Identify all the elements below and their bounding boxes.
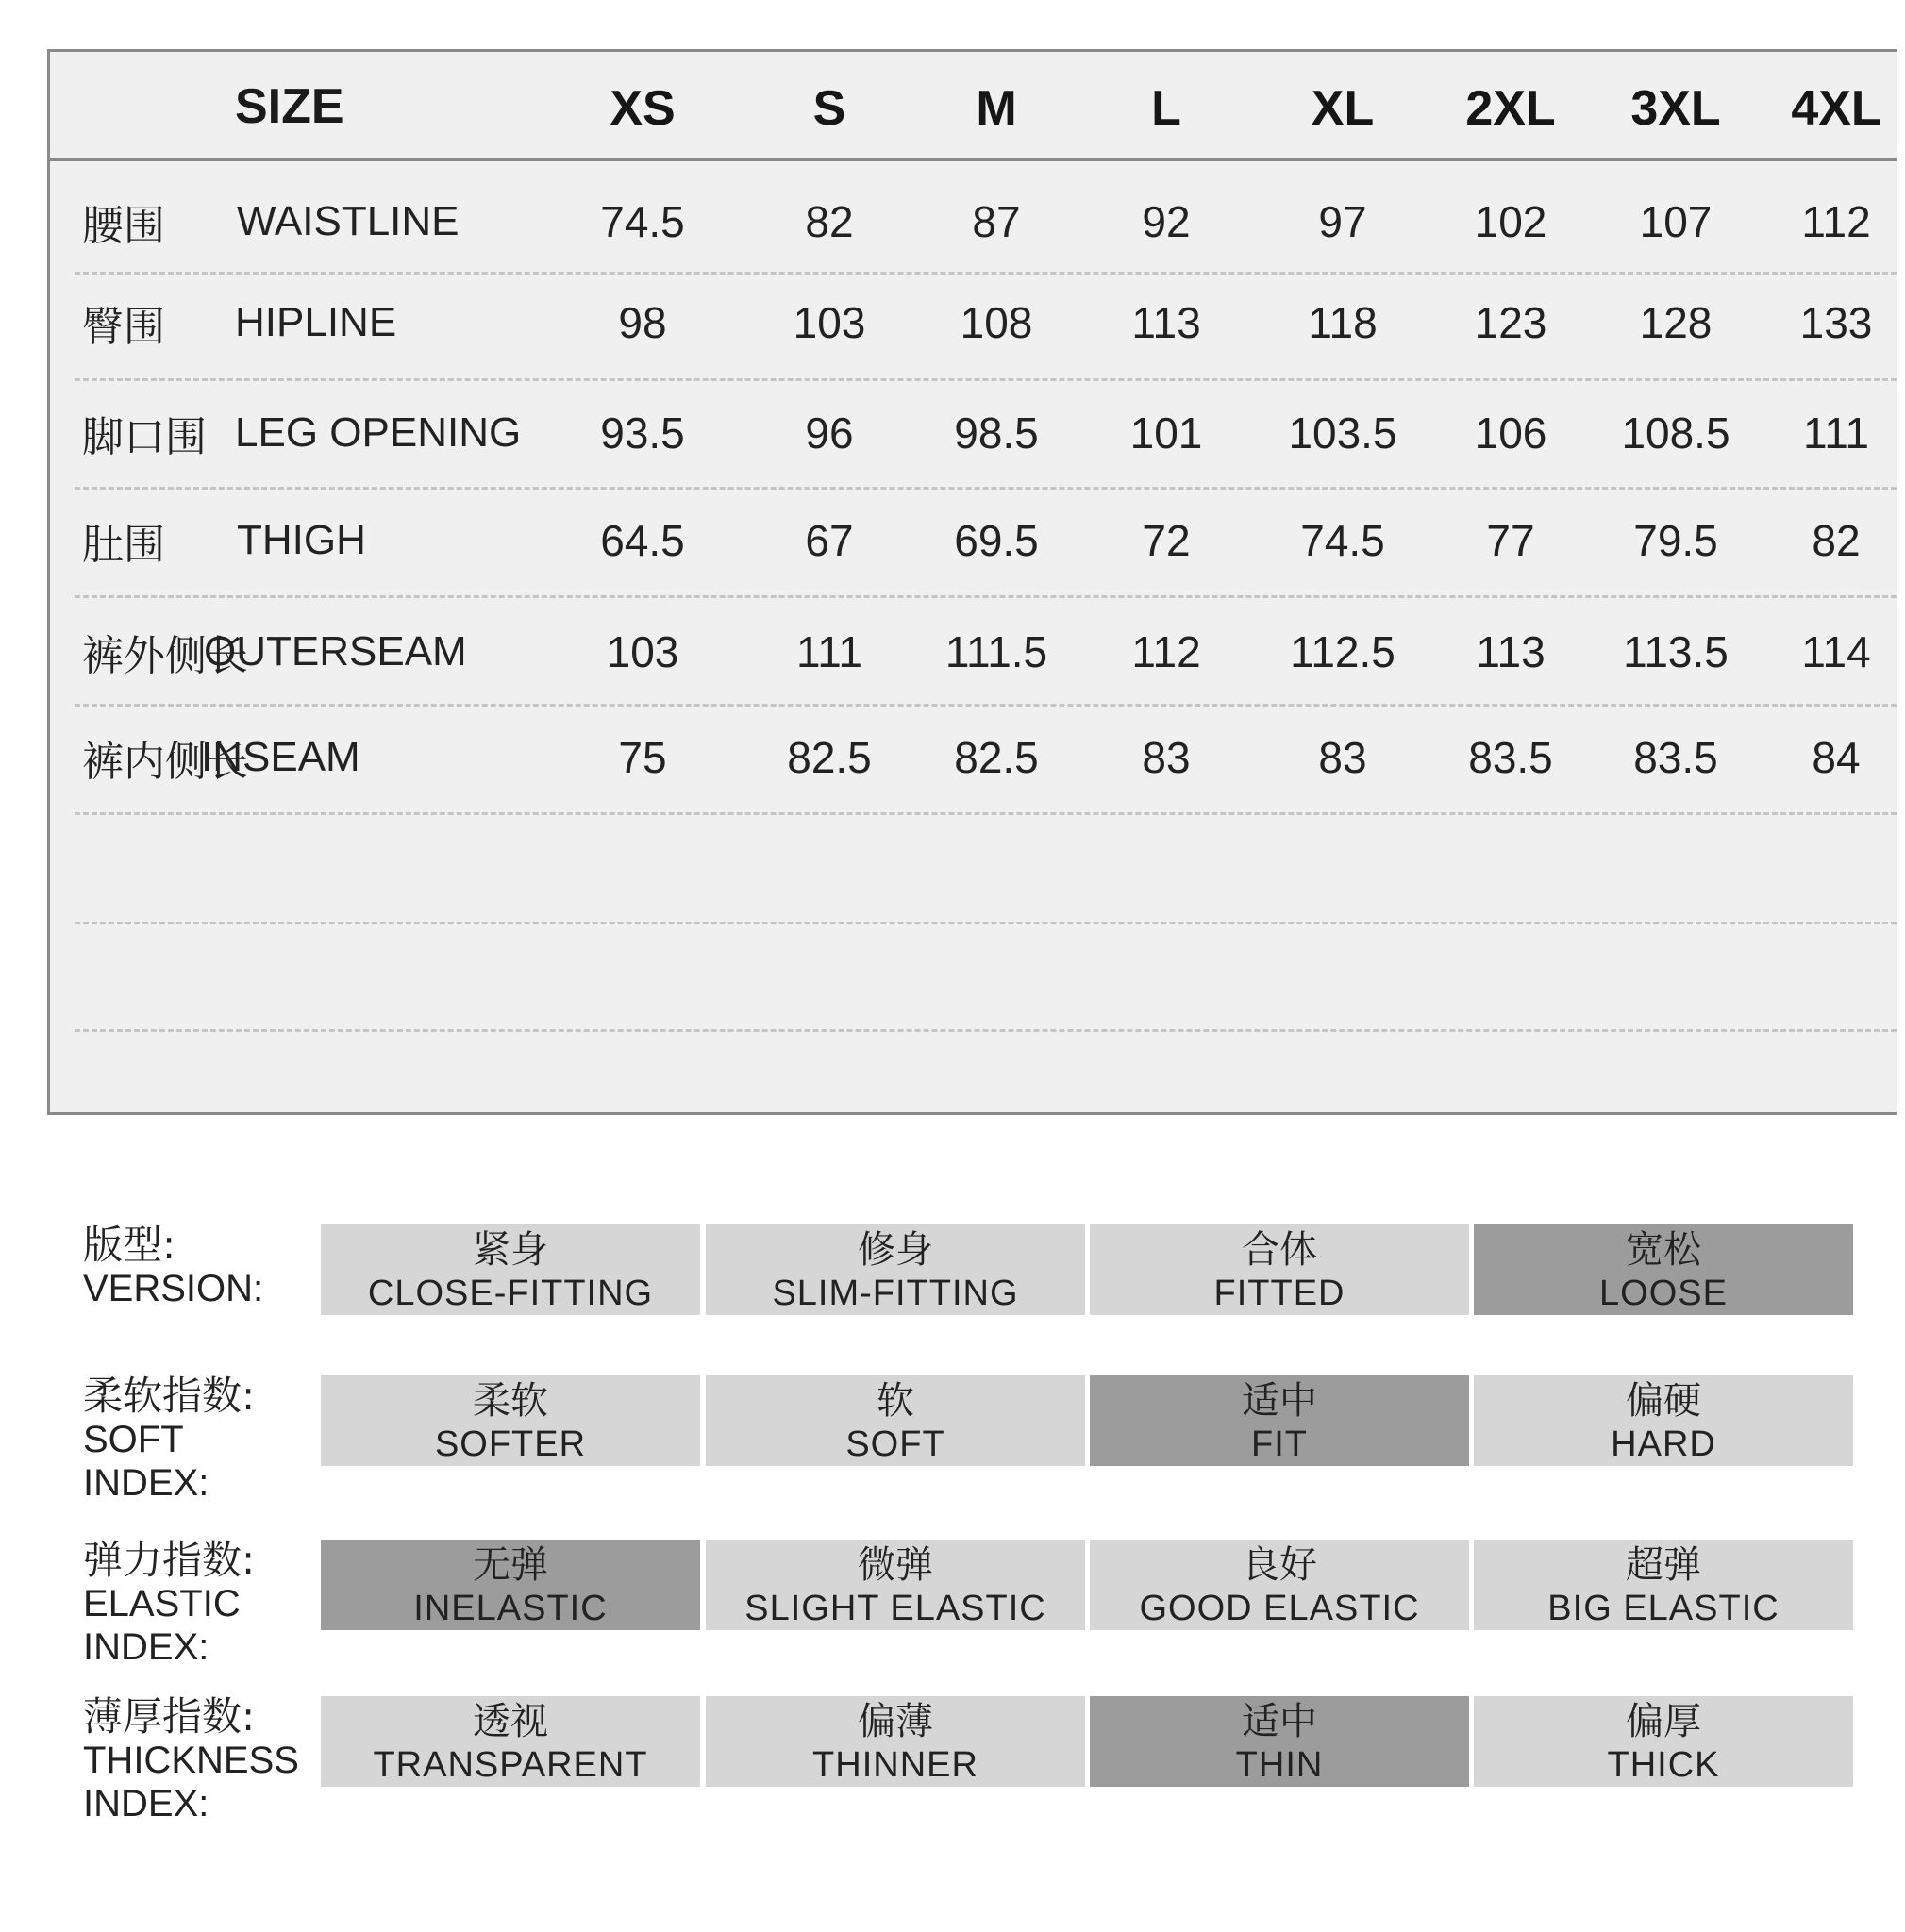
measurement-cell: 107 bbox=[1639, 197, 1713, 246]
attribute-option bbox=[321, 1375, 700, 1466]
measurement-cell: 101 bbox=[1129, 408, 1203, 458]
attribute-label-en: SOFT bbox=[83, 1419, 184, 1460]
measurement-cell: 77 bbox=[1486, 516, 1535, 565]
row-label-en: HIPLINE bbox=[235, 299, 397, 345]
attribute-label bbox=[83, 1695, 299, 1825]
attribute-label-en: INDEX: bbox=[83, 1626, 209, 1668]
measurement-cell: 74.5 bbox=[600, 197, 685, 246]
measurement-cell: 97 bbox=[1318, 197, 1367, 246]
attribute-option bbox=[706, 1224, 1085, 1315]
attribute-option bbox=[706, 1375, 1085, 1466]
measurement-cell: 114 bbox=[1801, 627, 1871, 676]
measurement-cell: 92 bbox=[1142, 197, 1191, 246]
size-column-header: 2XL bbox=[1465, 81, 1556, 136]
row-label-zh: 裤内侧长 bbox=[82, 738, 248, 786]
attribute-option bbox=[1090, 1540, 1469, 1630]
measurement-cell: 64.5 bbox=[600, 516, 685, 565]
attribute-label-en: INDEX: bbox=[83, 1783, 209, 1824]
size-column-header: XL bbox=[1311, 81, 1375, 136]
measurement-cell: 106 bbox=[1474, 408, 1547, 458]
attribute-label-zh: 弹力指数: bbox=[83, 1537, 256, 1583]
measurement-cell: 128 bbox=[1639, 298, 1713, 347]
option-label-zh: 透视 bbox=[473, 1700, 548, 1743]
measurement-cell: 111 bbox=[1803, 408, 1869, 458]
measurement-cell: 113 bbox=[1476, 627, 1546, 676]
measurement-cell: 83 bbox=[1318, 733, 1367, 782]
measurement-cell: 69.5 bbox=[954, 516, 1039, 565]
measurement-cell: 113.5 bbox=[1623, 627, 1729, 676]
attribute-option-selected bbox=[1090, 1696, 1469, 1787]
option-label-en: FIT bbox=[1251, 1424, 1308, 1464]
measurement-cell: 82 bbox=[805, 197, 854, 246]
row-label-zh: 腰围 bbox=[82, 202, 165, 250]
measurement-cell: 111 bbox=[796, 627, 862, 676]
option-label-zh: 柔软 bbox=[473, 1379, 548, 1423]
attribute-label bbox=[83, 1224, 263, 1310]
option-label-en: TRANSPARENT bbox=[373, 1745, 648, 1785]
attribute-label-zh: 柔软指数: bbox=[83, 1373, 256, 1419]
attribute-label-en: ELASTIC bbox=[83, 1583, 241, 1624]
option-label-en: CLOSE-FITTING bbox=[367, 1274, 654, 1313]
measurement-cell: 82.5 bbox=[787, 733, 872, 782]
measurement-cell: 83 bbox=[1142, 733, 1191, 782]
measurement-cell: 82 bbox=[1812, 516, 1861, 565]
size-column-header: XS bbox=[610, 81, 676, 136]
measurement-cell: 123 bbox=[1474, 298, 1547, 347]
option-label-en: INELASTIC bbox=[413, 1589, 608, 1628]
attribute-option-selected bbox=[1474, 1224, 1853, 1315]
measurement-cell: 72 bbox=[1142, 516, 1191, 565]
measurement-cell: 112 bbox=[1801, 197, 1871, 246]
measurement-cell: 79.5 bbox=[1633, 516, 1718, 565]
attribute-option bbox=[706, 1540, 1085, 1630]
attribute-option bbox=[321, 1224, 700, 1315]
attribute-label-zh: 版型: bbox=[83, 1222, 176, 1268]
measurement-cell: 87 bbox=[972, 197, 1021, 246]
measurement-cell: 83.5 bbox=[1468, 733, 1553, 782]
option-label-en: HARD bbox=[1611, 1424, 1716, 1464]
option-label-en: SLIGHT ELASTIC bbox=[744, 1589, 1046, 1628]
option-label-en: THICK bbox=[1607, 1745, 1720, 1785]
option-label-en: LOOSE bbox=[1599, 1274, 1728, 1313]
row-label-en: LEG OPENING bbox=[235, 409, 522, 456]
size-column-header: M bbox=[976, 81, 1017, 136]
attribute-label bbox=[83, 1374, 255, 1505]
option-label-zh: 紧身 bbox=[473, 1228, 548, 1272]
attribute-option-selected bbox=[321, 1540, 700, 1630]
size-column-header: L bbox=[1151, 81, 1181, 136]
measurement-cell: 118 bbox=[1308, 298, 1378, 347]
measurement-cell: 82.5 bbox=[954, 733, 1039, 782]
row-label-en: THIGH bbox=[237, 517, 366, 563]
row-label-en: OUTERSEAM bbox=[204, 628, 467, 675]
attribute-label bbox=[83, 1539, 255, 1669]
option-label-zh: 适中 bbox=[1242, 1700, 1317, 1743]
option-label-en: THINNER bbox=[812, 1745, 978, 1785]
measurement-cell: 133 bbox=[1799, 298, 1873, 347]
measurement-cell: 98 bbox=[618, 298, 667, 347]
measurement-cell: 93.5 bbox=[600, 408, 685, 458]
measurement-cell: 112.5 bbox=[1290, 627, 1395, 676]
option-label-en: THIN bbox=[1235, 1745, 1324, 1785]
attribute-option bbox=[321, 1696, 700, 1787]
measurement-cell: 96 bbox=[805, 408, 854, 458]
measurement-cell: 98.5 bbox=[954, 408, 1039, 458]
attribute-option bbox=[1474, 1375, 1853, 1466]
row-label-zh: 臀围 bbox=[82, 303, 165, 351]
row-label-en: INSEAM bbox=[201, 734, 360, 780]
size-header-label: SIZE bbox=[235, 79, 344, 134]
attribute-label-zh: 薄厚指数: bbox=[83, 1693, 256, 1740]
attribute-label-en: INDEX: bbox=[83, 1462, 209, 1504]
option-label-zh: 偏薄 bbox=[858, 1700, 933, 1743]
measurement-cell: 108 bbox=[960, 298, 1033, 347]
option-label-en: SOFT bbox=[845, 1424, 945, 1464]
size-column-header: S bbox=[812, 81, 846, 136]
option-label-en: SOFTER bbox=[434, 1424, 587, 1464]
measurement-cell: 108.5 bbox=[1621, 408, 1730, 458]
option-label-zh: 适中 bbox=[1242, 1379, 1317, 1423]
measurement-cell: 103.5 bbox=[1288, 408, 1397, 458]
row-label-en: WAISTLINE bbox=[237, 198, 460, 244]
measurement-cell: 113 bbox=[1131, 298, 1201, 347]
attribute-option bbox=[1474, 1540, 1853, 1630]
option-label-zh: 宽松 bbox=[1626, 1228, 1701, 1272]
attribute-label-en: THICKNESS bbox=[83, 1740, 299, 1781]
option-label-en: FITTED bbox=[1213, 1274, 1345, 1313]
measurement-cell: 67 bbox=[805, 516, 854, 565]
attribute-option bbox=[1090, 1224, 1469, 1315]
measurement-cell: 74.5 bbox=[1300, 516, 1385, 565]
option-label-zh: 软 bbox=[877, 1379, 914, 1423]
measurement-cell: 112 bbox=[1131, 627, 1201, 676]
option-label-zh: 超弹 bbox=[1626, 1543, 1701, 1587]
row-label-zh: 脚口围 bbox=[82, 413, 207, 461]
row-label-zh: 裤外侧长 bbox=[82, 632, 248, 680]
measurement-cell: 84 bbox=[1812, 733, 1861, 782]
option-label-zh: 合体 bbox=[1242, 1228, 1317, 1272]
measurement-cell: 103 bbox=[793, 298, 866, 347]
option-label-en: SLIM-FITTING bbox=[772, 1274, 1019, 1313]
option-label-zh: 良好 bbox=[1242, 1543, 1317, 1587]
attribute-option bbox=[706, 1696, 1085, 1787]
option-label-en: GOOD ELASTIC bbox=[1139, 1589, 1420, 1628]
option-label-zh: 修身 bbox=[858, 1228, 933, 1272]
size-column-header: 3XL bbox=[1630, 81, 1721, 136]
option-label-zh: 偏硬 bbox=[1626, 1379, 1701, 1423]
measurement-cell: 102 bbox=[1474, 197, 1547, 246]
size-column-header: 4XL bbox=[1791, 81, 1881, 136]
row-label-zh: 肚围 bbox=[82, 521, 165, 569]
option-label-zh: 无弹 bbox=[473, 1543, 548, 1587]
measurement-cell: 103 bbox=[606, 627, 679, 676]
measurement-cell: 75 bbox=[618, 733, 667, 782]
measurement-cell: 83.5 bbox=[1633, 733, 1718, 782]
attribute-option bbox=[1474, 1696, 1853, 1787]
option-label-en: BIG ELASTIC bbox=[1547, 1589, 1780, 1628]
attribute-option-selected bbox=[1090, 1375, 1469, 1466]
option-label-zh: 偏厚 bbox=[1626, 1700, 1701, 1743]
attribute-label-en: VERSION: bbox=[83, 1268, 264, 1309]
measurement-cell: 111.5 bbox=[944, 627, 1048, 676]
option-label-zh: 微弹 bbox=[858, 1543, 933, 1587]
